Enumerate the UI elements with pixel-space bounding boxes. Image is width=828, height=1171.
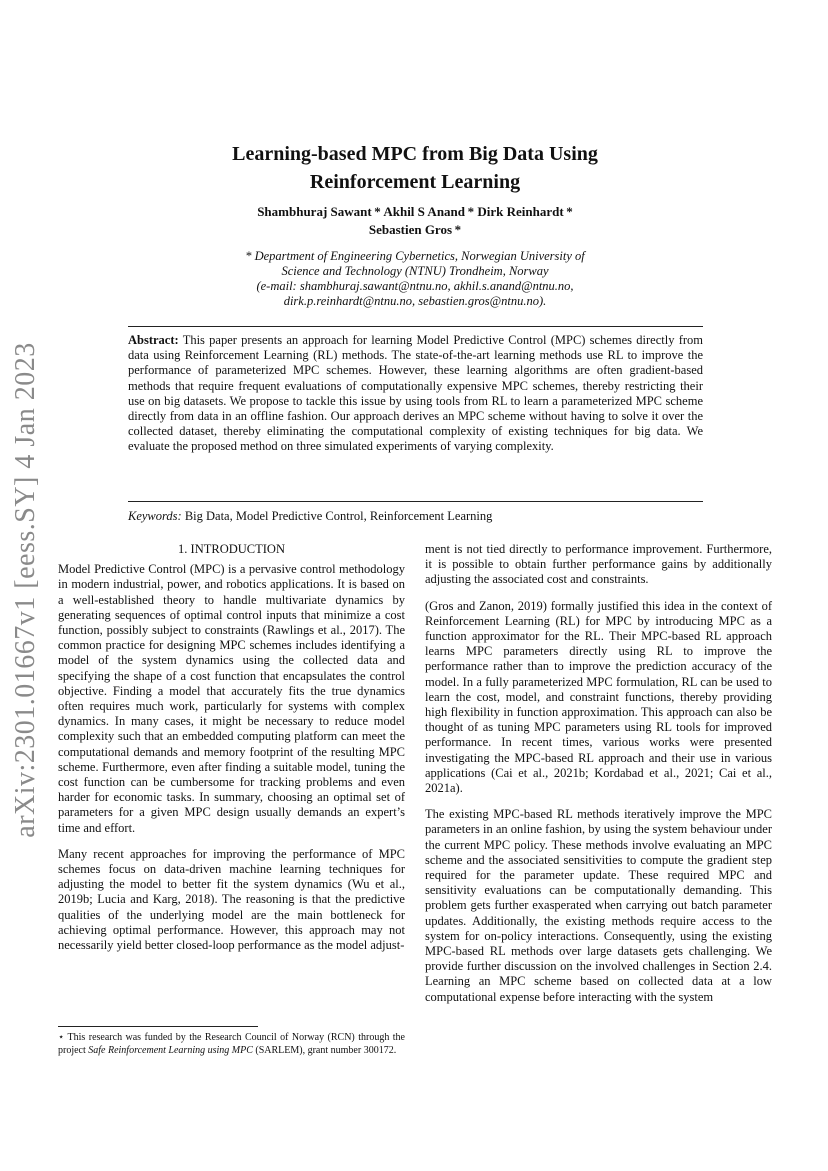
authors-line-2: Sebastien Gros *	[368, 222, 462, 237]
footnote-grant: (SARLEM), grant number 300172.	[252, 1045, 397, 1056]
left-column	[58, 542, 405, 964]
affiliation-line: * Department of Engineering Cybernetics, Norwegian University of	[245, 249, 585, 263]
keywords	[128, 509, 703, 524]
abstract-text: This paper presents an approach for learning Model Predictive Control (MPC) schemes directly from data using Reinforcement Learning (RL) methods. The state-of-the-art learning methods use RL to improve the performance of parameterized MPC schemes. However, these learning algorithms are often gradient-based methods that require frequent evaluations of computationally expensive MPC schemes, thereby restricting their use on big datasets. We propose to tackle this issue by using tools from RL to learn a parameterized MPC scheme directly from data in an offline fashion. Our approach derives an MPC scheme without having to solve it over the collected dataset, thereby eliminating the computational complexity of existing techniques for big data. We evaluate the proposed method on three simulated experiments of varying complexity.	[128, 333, 703, 454]
abstract-label: Abstract:	[128, 333, 179, 347]
affiliation-line: (e-mail: shambhuraj.sawant@ntnu.no, akhil.s.anand@ntnu.no,	[256, 279, 574, 293]
title-line-1: Learning-based MPC from Big Data Using	[232, 143, 598, 165]
body-paragraph: Model Predictive Control (MPC) is a pervasive control methodology in modern industrial, power, and robotics applications. It is based on a well-established theory to handle multivariate dynamics by generating sequences of optimal control inputs that minimize a cost function, possibly subject to constraints (Rawlings et al., 2017). The common practice for designing MPC schemes includes identifying a model of the system dynamics using the collected data and specifying the shape of a cost function that encapsulates the control objective. Finding a model that accurately fits the true dynamics often requires much work, particularly for systems with complex dynamics. In many cases, it might be necessary to reduce model complexity such that an embedded computing platform can meet the computational demands and memory footprint of the resulting MPC scheme. Furthermore, even after finding a suitable model, tuning the cost function can be cumbersome for tracking problems and even harder for economic tasks. In summary, choosing an optimal set of parameters for a given MPC design usually demands an expert’s time and effort.	[58, 562, 405, 835]
footnote-rule	[58, 1026, 258, 1027]
title-line-2: Reinforcement Learning	[309, 171, 521, 193]
abstract	[128, 333, 703, 455]
keywords-text: Big Data, Model Predictive Control, Reinforcement Learning	[181, 509, 493, 523]
body-paragraph: The existing MPC-based RL methods iteratively improve the MPC parameters in an online fashion, by using the system behaviour under the current MPC policy. These methods involve evaluating an MPC scheme and the associated sensitivities to compute the gradient step required for the parameter update. These required MPC and sensitivity evaluations can be computationally demanding. This problem gets further exasperated when carrying out batch parameter updates. Additionally, the existing methods require access to the system for on-policy interactions. Consequently, using the existing MPC-based RL methods over large datasets gets challenging. We provide further discussion on the involved challenges in Section 2.4. Learning an MPC scheme based on collected data at a low computational expense before interacting with the system	[425, 807, 772, 1004]
author-list	[120, 203, 710, 239]
abstract-top-rule	[128, 326, 703, 327]
affiliation-block	[130, 249, 700, 309]
affiliation-line: Science and Technology (NTNU) Trondheim, Norway	[281, 264, 549, 278]
arxiv-stamp: arXiv:2301.01667v1 [eess.SY] 4 Jan 2023	[10, 342, 41, 838]
section-heading: 1. INTRODUCTION	[178, 542, 285, 556]
right-column	[425, 542, 772, 1016]
affiliation-line: dirk.p.reinhardt@ntnu.no, sebastien.gros@ntnu.no).	[283, 294, 547, 308]
abstract-bottom-rule	[128, 501, 703, 502]
authors-line-1: Shambhuraj Sawant * Akhil S Anand * Dirk Reinhardt *	[257, 204, 573, 219]
body-paragraph: (Gros and Zanon, 2019) formally justified this idea in the context of Reinforcement Learning (RL) for MPC by introducing MPC as a function approximator for the RL. Their MPC-based RL approach learns MPC parameters directly using RL to improve the performance rather than to improve the prediction accuracy of the model. In a fully parameterized MPC formulation, RL can be used to learn the cost, model, and constraint functions, thereby providing high flexibility in function approximation. This approach can also be thought of as tuning MPC parameters using RL tools for improved performance. In recent times, various works were presented investigating the MPC-based RL approach and their use in various applications (Cai et al., 2021b; Kordabad et al., 2021; Cai et al., 2021a).	[425, 598, 772, 796]
footnote	[58, 1026, 405, 1057]
keywords-label: Keywords:	[128, 509, 182, 523]
paper-title	[120, 140, 710, 196]
footnote-text: ⋆ This research was funded by the Research Council of Norway (RCN) through the project	[58, 1032, 405, 1056]
footnote-project-name: Safe Reinforcement Learning using MPC	[88, 1045, 253, 1056]
body-paragraph: ment is not tied directly to performance improvement. Furthermore, it is possible to obtain further performance gains by additionally adjusting the associated cost and constraints.	[425, 542, 772, 587]
body-paragraph: Many recent approaches for improving the performance of MPC schemes focus on data-driven machine learning techniques for adjusting the model to better fit the system dynamics (Wu et al., 2019b; Lucia and Karg, 2018). The reasoning is that the predictive qualities of the underlying model are the main bottleneck for achieving optimal performance. However, this approach may not necessarily yield better closed-loop performance as the model adjust-	[58, 846, 405, 953]
